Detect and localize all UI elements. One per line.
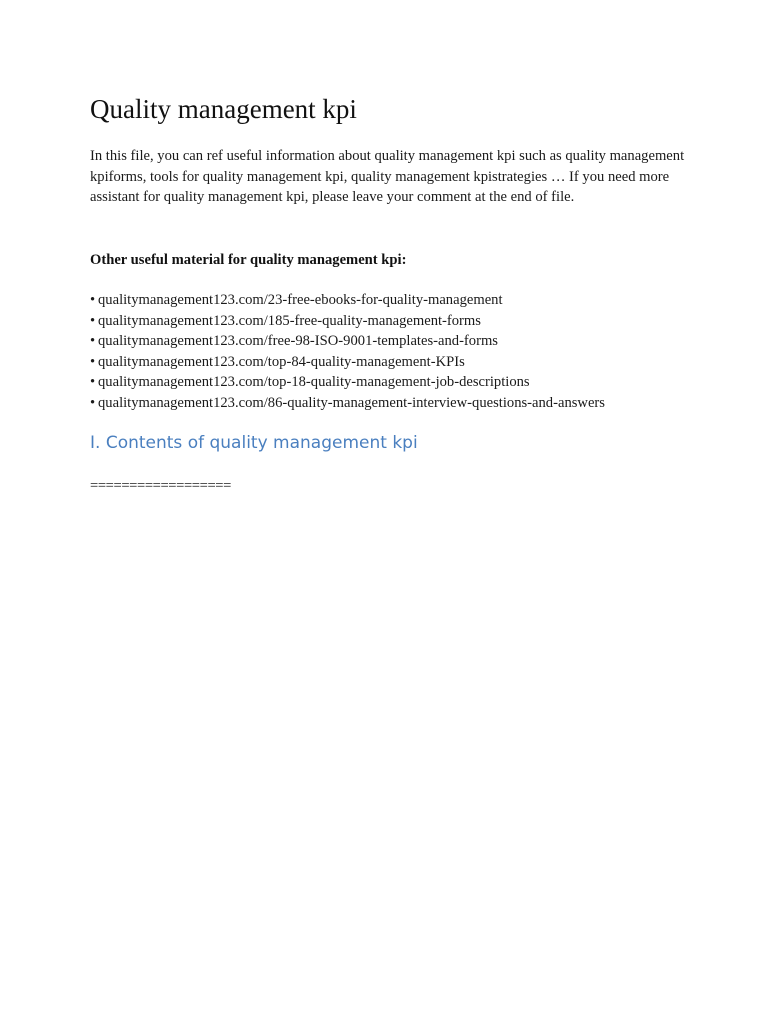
list-item[interactable] — [90, 311, 605, 332]
useful-links-list — [90, 290, 605, 414]
bullet-icon: • — [90, 292, 96, 308]
link-text[interactable]: qualitymanagement123.com/free-98-ISO-9001-templates-and-forms — [98, 333, 498, 350]
intro-paragraph: In this file, you can ref useful information about quality management kpi such as quality management kpiforms, tools for quality management kpi, quality management kpistrategies … If you need more assistant for quality management kpi, please leave your comment at the end of file. — [90, 148, 685, 206]
list-item[interactable] — [90, 372, 605, 393]
section-heading-contents: I. Contents of quality management kpi — [90, 433, 418, 453]
link-text[interactable]: qualitymanagement123.com/top-18-quality-management-job-descriptions — [98, 374, 530, 391]
bullet-icon: • — [90, 374, 96, 391]
document-title: Quality management kpi — [90, 94, 357, 124]
link-text[interactable]: qualitymanagement123.com/86-quality-management-interview-questions-and-answers — [98, 394, 605, 411]
separator-line: ================== — [90, 478, 231, 494]
useful-material-heading: Other useful material for quality management kpi: — [90, 252, 407, 268]
bullet-icon: • — [90, 333, 96, 350]
link-text[interactable]: qualitymanagement123.com/top-84-quality-management-KPIs — [98, 353, 465, 370]
link-text[interactable]: qualitymanagement123.com/23-free-ebooks-for-quality-management — [98, 292, 503, 308]
bullet-icon: • — [90, 394, 96, 411]
list-item[interactable] — [90, 331, 605, 352]
bullet-icon: • — [90, 353, 96, 370]
bullet-icon: • — [90, 312, 96, 329]
list-item[interactable] — [90, 290, 605, 311]
list-item[interactable] — [90, 352, 605, 373]
link-text[interactable]: qualitymanagement123.com/185-free-quality-management-forms — [98, 312, 481, 329]
list-item[interactable] — [90, 393, 605, 414]
